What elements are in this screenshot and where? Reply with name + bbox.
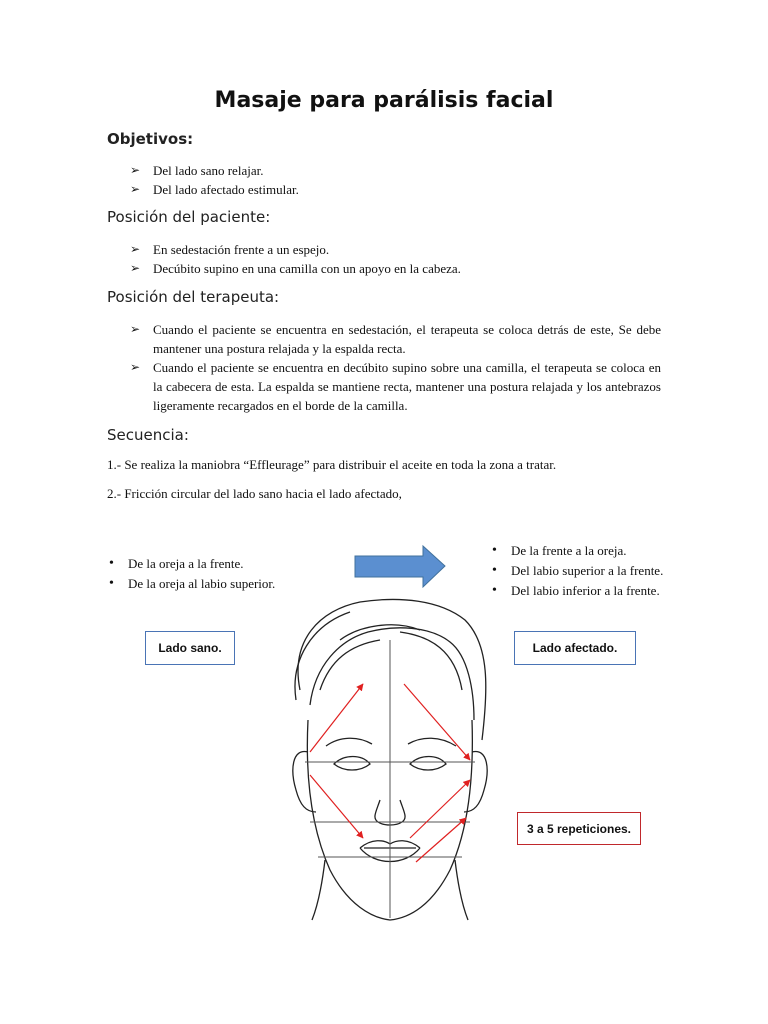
list-item: ➢ Decúbito supino en una camilla con un apoyo en la cabeza. <box>130 259 650 278</box>
list-item: • Del labio inferior a la frente. <box>490 581 710 601</box>
list-item: ➢ Cuando el paciente se encuentra en sedestación, el terapeuta se coloca detrás de este, Se debe mantener una postura relajada y la espalda recta. <box>130 320 661 358</box>
repeticiones-label: 3 a 5 repeticiones. <box>517 812 641 845</box>
lado-afectado-label: Lado afectado. <box>514 631 636 665</box>
posicion-paciente-heading: Posición del paciente: <box>107 208 271 226</box>
objetivos-heading: Objetivos: <box>107 130 194 148</box>
list-item: • De la oreja a la frente. <box>107 554 297 574</box>
arrow-frente-oreja <box>404 684 470 760</box>
arrow-oreja-labio <box>310 775 363 838</box>
secuencia-step-1: 1.- Se realiza la maniobra “Effleurage” para distribuir el aceite en toda la zona a tratar. <box>107 457 557 472</box>
guide-lines <box>305 640 475 918</box>
lado-sano-label: Lado sano. <box>145 631 235 665</box>
list-item: ➢ Cuando el paciente se encuentra en decúbito supino sobre una camilla, el terapeuta se coloca en la cabecera de esta. La espalda se mantiene recta, mantener una postura relajada y los antebrazos ligeramente recargados en el borde de la camilla. <box>130 358 661 415</box>
page-title: Masaje para parálisis facial <box>214 88 554 113</box>
list-item: • De la frente a la oreja. <box>490 541 710 561</box>
list-item: • Del labio superior a la frente. <box>490 561 710 581</box>
list-item: • De la oreja al labio superior. <box>107 574 297 594</box>
direction-arrow-icon <box>355 546 445 587</box>
posicion-terapeuta-heading: Posición del terapeuta: <box>107 288 280 306</box>
arrow-oreja-frente <box>310 684 363 752</box>
list-item: ➢ En sedestación frente a un espejo. <box>130 240 650 259</box>
list-item: ➢ Del lado afectado estimular. <box>130 180 650 199</box>
secuencia-step-2: 2.- Fricción circular del lado sano hacia el lado afectado, <box>107 486 402 501</box>
list-item: ➢ Del lado sano relajar. <box>130 161 650 180</box>
arrow-labio-sup-frente <box>410 780 470 838</box>
secuencia-heading: Secuencia: <box>107 426 189 444</box>
